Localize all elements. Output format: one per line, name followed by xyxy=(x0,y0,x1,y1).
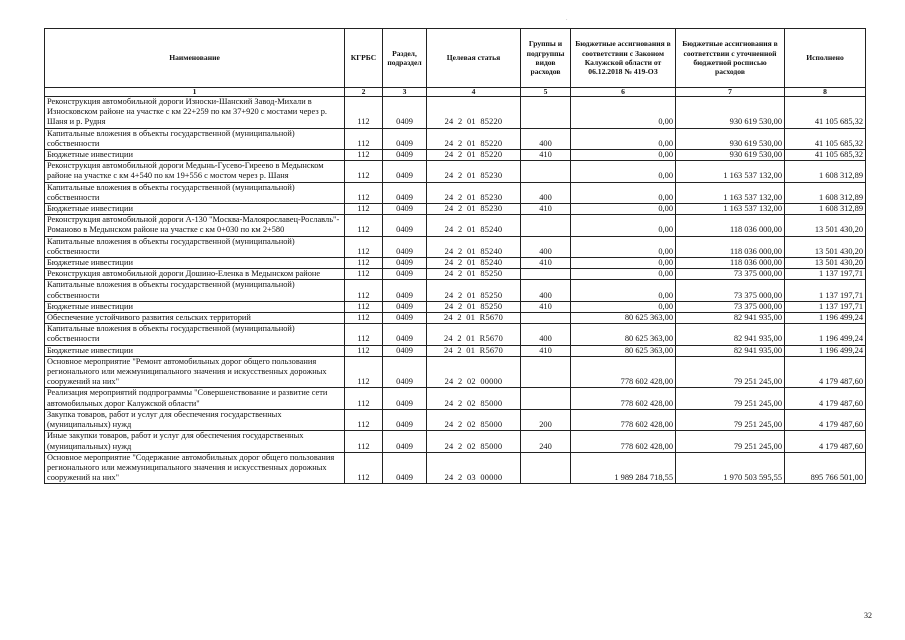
row-target-article: 24 2 01 R5670 xyxy=(427,345,521,356)
table-row xyxy=(45,182,866,203)
row-name: Капитальные вложения в объекты государственной (муниципальной) собственности xyxy=(45,280,345,301)
column-number: 2 xyxy=(345,88,383,97)
row-budget-law: 0,00 xyxy=(571,150,676,161)
row-budget-adjusted: 930 619 530,00 xyxy=(676,150,785,161)
table-row xyxy=(45,97,866,129)
row-name: Реализация мероприятий подпрограммы "Совершенствование и развитие сети автомобильных дорог Калужской области" xyxy=(45,388,345,409)
row-executed: 41 105 685,32 xyxy=(785,150,866,161)
table-body xyxy=(45,97,866,484)
row-target-article: 24 2 02 00000 xyxy=(427,356,521,388)
row-executed: 1 608 312,89 xyxy=(785,182,866,203)
row-section: 0409 xyxy=(383,324,427,345)
row-name: Капитальные вложения в объекты государственной (муниципальной) собственности xyxy=(45,324,345,345)
row-kgrbs: 112 xyxy=(345,97,383,129)
scan-mark: . xyxy=(566,16,568,22)
table-row xyxy=(45,161,866,182)
row-budget-law: 1 989 284 718,55 xyxy=(571,452,676,484)
column-number-row xyxy=(45,88,866,97)
column-number: 7 xyxy=(676,88,785,97)
row-expense-group xyxy=(521,356,571,388)
row-section: 0409 xyxy=(383,182,427,203)
table-row xyxy=(45,431,866,452)
row-budget-law: 80 625 363,00 xyxy=(571,324,676,345)
row-executed: 13 501 430,20 xyxy=(785,258,866,269)
row-budget-adjusted: 82 941 935,00 xyxy=(676,345,785,356)
row-budget-law: 0,00 xyxy=(571,204,676,215)
row-section: 0409 xyxy=(383,97,427,129)
row-executed: 13 501 430,20 xyxy=(785,236,866,257)
row-target-article: 24 2 02 85000 xyxy=(427,409,521,430)
row-budget-adjusted: 73 375 000,00 xyxy=(676,269,785,280)
table-row xyxy=(45,150,866,161)
row-budget-law: 0,00 xyxy=(571,258,676,269)
row-kgrbs: 112 xyxy=(345,388,383,409)
row-target-article: 24 2 01 85220 xyxy=(427,128,521,149)
row-executed: 1 137 197,71 xyxy=(785,280,866,301)
row-budget-adjusted: 118 036 000,00 xyxy=(676,215,785,236)
row-section: 0409 xyxy=(383,409,427,430)
row-budget-law: 778 602 428,00 xyxy=(571,431,676,452)
row-target-article: 24 2 01 85230 xyxy=(427,161,521,182)
row-kgrbs: 112 xyxy=(345,204,383,215)
row-executed: 4 179 487,60 xyxy=(785,409,866,430)
row-kgrbs: 112 xyxy=(345,258,383,269)
row-target-article: 24 2 01 85250 xyxy=(427,301,521,312)
row-target-article: 24 2 02 85000 xyxy=(427,431,521,452)
row-section: 0409 xyxy=(383,236,427,257)
row-target-article: 24 2 01 85250 xyxy=(427,269,521,280)
row-expense-group: 400 xyxy=(521,280,571,301)
row-kgrbs: 112 xyxy=(345,431,383,452)
row-name: Закупка товаров, работ и услуг для обеспечения государственных (муниципальных) нужд xyxy=(45,409,345,430)
row-target-article: 24 2 01 85240 xyxy=(427,215,521,236)
header-expense-groups: Группы и подгруппы видов расходов xyxy=(521,29,571,88)
row-target-article: 24 2 01 85230 xyxy=(427,182,521,203)
row-budget-law: 0,00 xyxy=(571,128,676,149)
column-number: 8 xyxy=(785,88,866,97)
table-row xyxy=(45,388,866,409)
row-name: Иные закупки товаров, работ и услуг для обеспечения государственных (муниципальных) нужд xyxy=(45,431,345,452)
column-number: 4 xyxy=(427,88,521,97)
row-expense-group: 410 xyxy=(521,345,571,356)
row-budget-adjusted: 79 251 245,00 xyxy=(676,356,785,388)
column-number: 6 xyxy=(571,88,676,97)
row-budget-adjusted: 118 036 000,00 xyxy=(676,258,785,269)
table-row xyxy=(45,269,866,280)
row-budget-law: 0,00 xyxy=(571,301,676,312)
row-name: Реконструкция автомобильной дороги Дошино-Еленка в Медынском районе xyxy=(45,269,345,280)
row-name: Основное мероприятие "Ремонт автомобильных дорог общего пользования регионального или межмуниципального значения и искусственных дорожных сооружений на них" xyxy=(45,356,345,388)
row-budget-adjusted: 82 941 935,00 xyxy=(676,324,785,345)
row-expense-group: 400 xyxy=(521,236,571,257)
row-expense-group: 240 xyxy=(521,431,571,452)
row-target-article: 24 2 01 85220 xyxy=(427,150,521,161)
row-kgrbs: 112 xyxy=(345,182,383,203)
table-row xyxy=(45,345,866,356)
row-target-article: 24 2 01 85240 xyxy=(427,258,521,269)
row-budget-law: 0,00 xyxy=(571,236,676,257)
header-budget-adjusted: Бюджетные ассигнования в соответствии с уточненной бюджетной росписью расходов xyxy=(676,29,785,88)
row-budget-adjusted: 930 619 530,00 xyxy=(676,128,785,149)
row-expense-group: 400 xyxy=(521,324,571,345)
row-executed: 895 766 501,00 xyxy=(785,452,866,484)
row-expense-group: 410 xyxy=(521,301,571,312)
row-target-article: 24 2 03 00000 xyxy=(427,452,521,484)
column-number: 1 xyxy=(45,88,345,97)
row-budget-law: 778 602 428,00 xyxy=(571,388,676,409)
row-target-article: 24 2 01 85220 xyxy=(427,97,521,129)
row-budget-law: 0,00 xyxy=(571,161,676,182)
row-expense-group: 410 xyxy=(521,150,571,161)
row-budget-adjusted: 82 941 935,00 xyxy=(676,313,785,324)
row-section: 0409 xyxy=(383,258,427,269)
table-row xyxy=(45,452,866,484)
row-budget-adjusted: 79 251 245,00 xyxy=(676,431,785,452)
row-section: 0409 xyxy=(383,452,427,484)
row-section: 0409 xyxy=(383,204,427,215)
row-name: Реконструкция автомобильной дороги Износки-Шанский Завод-Михали в Износковском районе на участке с км 22+259 по км 37+920 с мостами через р. Шаня и р. Рудня xyxy=(45,97,345,129)
row-kgrbs: 112 xyxy=(345,215,383,236)
row-kgrbs: 112 xyxy=(345,280,383,301)
row-name: Бюджетные инвестиции xyxy=(45,301,345,312)
row-executed: 1 608 312,89 xyxy=(785,204,866,215)
row-budget-adjusted: 79 251 245,00 xyxy=(676,409,785,430)
row-expense-group xyxy=(521,215,571,236)
table-row xyxy=(45,258,866,269)
row-budget-law: 0,00 xyxy=(571,280,676,301)
row-executed: 41 105 685,32 xyxy=(785,128,866,149)
column-number: 3 xyxy=(383,88,427,97)
row-kgrbs: 112 xyxy=(345,313,383,324)
row-name: Бюджетные инвестиции xyxy=(45,345,345,356)
row-section: 0409 xyxy=(383,431,427,452)
row-expense-group xyxy=(521,313,571,324)
header-kgrbs: КГРБС xyxy=(345,29,383,88)
row-budget-adjusted: 1 163 537 132,00 xyxy=(676,204,785,215)
row-kgrbs: 112 xyxy=(345,236,383,257)
row-expense-group xyxy=(521,452,571,484)
row-section: 0409 xyxy=(383,356,427,388)
row-budget-law: 0,00 xyxy=(571,269,676,280)
row-name: Капитальные вложения в объекты государственной (муниципальной) собственности xyxy=(45,128,345,149)
row-name: Бюджетные инвестиции xyxy=(45,258,345,269)
budget-table xyxy=(44,28,866,484)
row-budget-adjusted: 1 163 537 132,00 xyxy=(676,161,785,182)
table-row xyxy=(45,324,866,345)
table-row xyxy=(45,128,866,149)
row-budget-adjusted: 73 375 000,00 xyxy=(676,280,785,301)
table-row xyxy=(45,204,866,215)
row-section: 0409 xyxy=(383,269,427,280)
row-section: 0409 xyxy=(383,345,427,356)
row-expense-group xyxy=(521,269,571,280)
row-section: 0409 xyxy=(383,301,427,312)
table-row xyxy=(45,356,866,388)
table-row xyxy=(45,409,866,430)
row-executed: 13 501 430,20 xyxy=(785,215,866,236)
row-budget-law: 778 602 428,00 xyxy=(571,356,676,388)
header-section: Раздел, подраздел xyxy=(383,29,427,88)
row-name: Капитальные вложения в объекты государственной (муниципальной) собственности xyxy=(45,236,345,257)
row-name: Капитальные вложения в объекты государственной (муниципальной) собственности xyxy=(45,182,345,203)
row-section: 0409 xyxy=(383,215,427,236)
table-header xyxy=(45,29,866,97)
row-budget-law: 0,00 xyxy=(571,182,676,203)
row-expense-group: 200 xyxy=(521,409,571,430)
row-name: Реконструкция автомобильной дороги Медынь-Гусево-Гиреево в Медынском районе на участке с км 4+540 по км 19+556 с мостом через р. Шаня xyxy=(45,161,345,182)
row-name: Основное мероприятие "Содержание автомобильных дорог общего пользования регионального или межмуниципального значения и искусственных дорожных сооружений на них" xyxy=(45,452,345,484)
row-budget-law: 80 625 363,00 xyxy=(571,345,676,356)
row-budget-law: 80 625 363,00 xyxy=(571,313,676,324)
row-budget-adjusted: 118 036 000,00 xyxy=(676,236,785,257)
row-executed: 4 179 487,60 xyxy=(785,388,866,409)
row-name: Бюджетные инвестиции xyxy=(45,204,345,215)
table-row xyxy=(45,215,866,236)
header-executed: Исполнено xyxy=(785,29,866,88)
row-target-article: 24 2 01 85240 xyxy=(427,236,521,257)
row-kgrbs: 112 xyxy=(345,409,383,430)
row-section: 0409 xyxy=(383,313,427,324)
table-row xyxy=(45,313,866,324)
row-kgrbs: 112 xyxy=(345,345,383,356)
row-target-article: 24 2 01 R5670 xyxy=(427,324,521,345)
page-number: 32 xyxy=(864,611,872,620)
row-kgrbs: 112 xyxy=(345,269,383,280)
row-section: 0409 xyxy=(383,280,427,301)
row-executed: 1 196 499,24 xyxy=(785,313,866,324)
row-executed: 4 179 487,60 xyxy=(785,431,866,452)
row-section: 0409 xyxy=(383,150,427,161)
row-executed: 4 179 487,60 xyxy=(785,356,866,388)
row-expense-group xyxy=(521,97,571,129)
header-target-article: Целевая статья xyxy=(427,29,521,88)
row-executed: 1 608 312,89 xyxy=(785,161,866,182)
table-row xyxy=(45,236,866,257)
row-budget-adjusted: 930 619 530,00 xyxy=(676,97,785,129)
row-budget-adjusted: 79 251 245,00 xyxy=(676,388,785,409)
row-executed: 1 137 197,71 xyxy=(785,301,866,312)
row-expense-group xyxy=(521,388,571,409)
row-executed: 41 105 685,32 xyxy=(785,97,866,129)
header-name: Наименование xyxy=(45,29,345,88)
row-expense-group xyxy=(521,161,571,182)
row-kgrbs: 112 xyxy=(345,324,383,345)
row-budget-adjusted: 1 163 537 132,00 xyxy=(676,182,785,203)
row-budget-adjusted: 1 970 503 595,55 xyxy=(676,452,785,484)
row-expense-group: 400 xyxy=(521,182,571,203)
row-section: 0409 xyxy=(383,161,427,182)
row-budget-law: 778 602 428,00 xyxy=(571,409,676,430)
row-section: 0409 xyxy=(383,388,427,409)
row-executed: 1 137 197,71 xyxy=(785,269,866,280)
row-kgrbs: 112 xyxy=(345,161,383,182)
row-kgrbs: 112 xyxy=(345,356,383,388)
row-target-article: 24 2 01 85250 xyxy=(427,280,521,301)
row-kgrbs: 112 xyxy=(345,452,383,484)
row-budget-adjusted: 73 375 000,00 xyxy=(676,301,785,312)
row-kgrbs: 112 xyxy=(345,128,383,149)
row-executed: 1 196 499,24 xyxy=(785,345,866,356)
row-executed: 1 196 499,24 xyxy=(785,324,866,345)
row-kgrbs: 112 xyxy=(345,150,383,161)
row-expense-group: 400 xyxy=(521,128,571,149)
row-section: 0409 xyxy=(383,128,427,149)
header-budget-law: Бюджетные ассигнования в соответствии с Законом Калужской области от 06.12.2018 № 419-ОЗ xyxy=(571,29,676,88)
table-row xyxy=(45,280,866,301)
row-target-article: 24 2 01 R5670 xyxy=(427,313,521,324)
row-name: Бюджетные инвестиции xyxy=(45,150,345,161)
row-kgrbs: 112 xyxy=(345,301,383,312)
row-name: Обеспечение устойчивого развития сельских территорий xyxy=(45,313,345,324)
row-target-article: 24 2 02 85000 xyxy=(427,388,521,409)
row-target-article: 24 2 01 85230 xyxy=(427,204,521,215)
table-row xyxy=(45,301,866,312)
row-expense-group: 410 xyxy=(521,258,571,269)
row-budget-law: 0,00 xyxy=(571,97,676,129)
row-name: Реконструкция автомобильной дороги А-130 "Москва-Малоярославец-Рославль"-Романово в Медынском районе на участке с км 0+030 по км 2+580 xyxy=(45,215,345,236)
row-budget-law: 0,00 xyxy=(571,215,676,236)
column-number: 5 xyxy=(521,88,571,97)
row-expense-group: 410 xyxy=(521,204,571,215)
